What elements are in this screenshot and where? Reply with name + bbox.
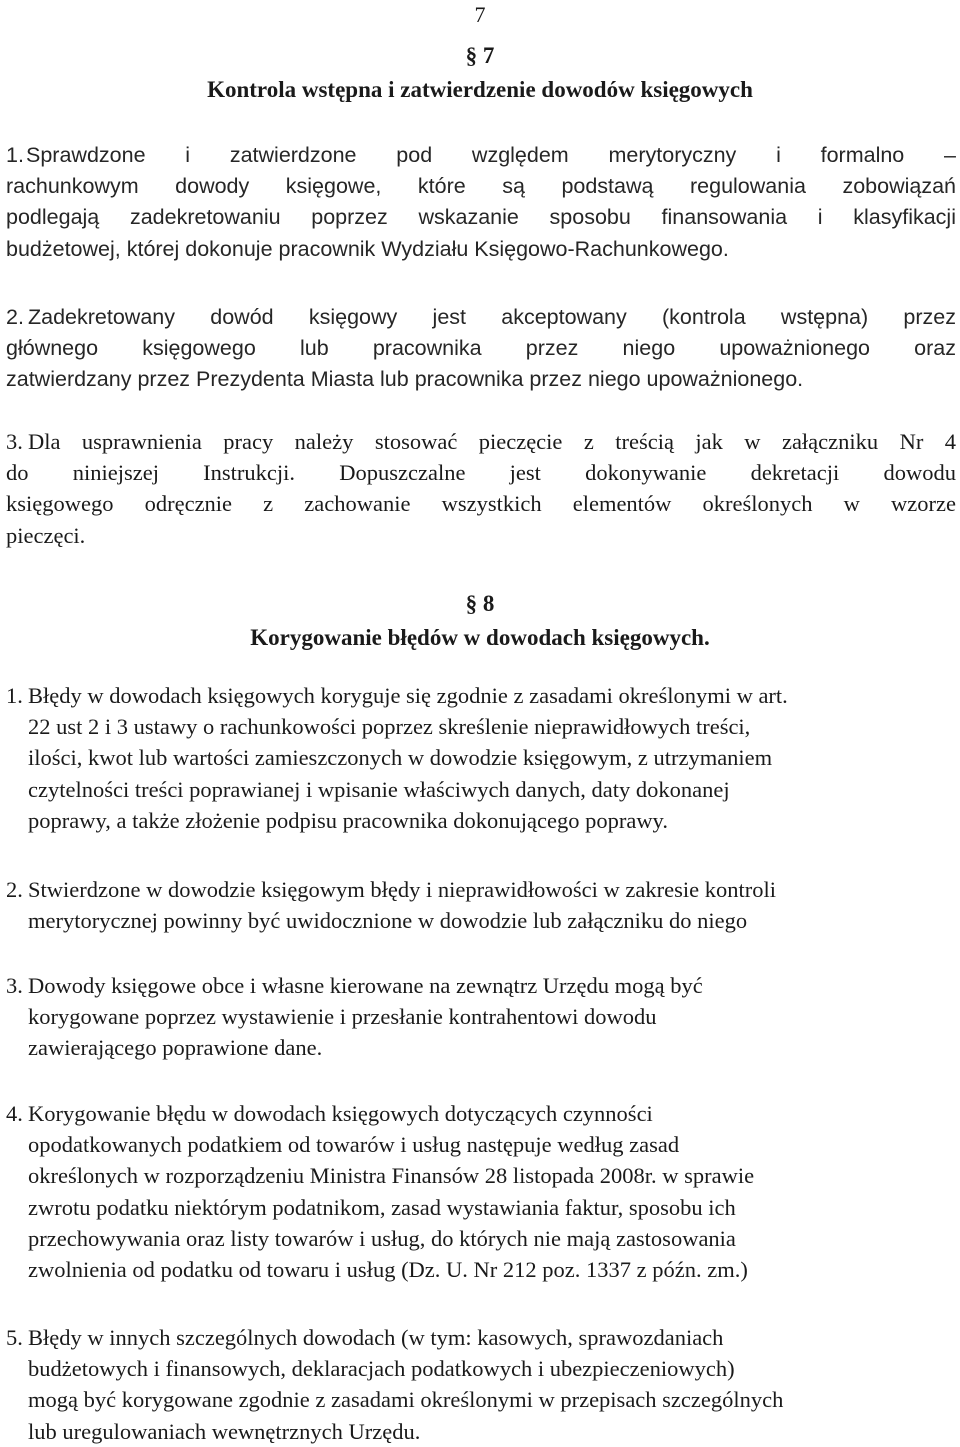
point-number: 3. (6, 973, 23, 998)
section-7-sign: § 7 (465, 43, 495, 68)
paragraph-line: Sprawdzone i zatwierdzone pod względem merytoryczny i formalno – (26, 143, 956, 167)
paragraph-line: Błędy w dowodach księgowych koryguje się zgodnie z zasadami określonymi w art. (28, 683, 788, 708)
paragraph-line: księgowego odręcznie z zachowanie wszystkich elementów określonych w wzorze (6, 491, 956, 517)
section-7-point-3 (6, 426, 956, 551)
paragraph-line: podlegają zadekretowaniu poprzez wskazanie sposobu finansowania i klasyfikacji (6, 205, 956, 230)
paragraph-line: zwrotu podatku niektórym podatnikom, zasad wystawiania faktur, sposobu ich (28, 1194, 736, 1220)
paragraph-line: Zadekretowany dowód księgowy jest akceptowany (kontrola wstępna) przez (28, 305, 956, 329)
paragraph-line: poprawy, a także złożenie podpisu pracownika dokonującego poprawy. (28, 807, 668, 833)
section-8-point-5 (6, 1322, 956, 1447)
paragraph-line: ilości, kwot lub wartości zamieszczonych w dowodzie księgowym, z utrzymaniem (28, 745, 773, 771)
paragraph-line: merytorycznej powinny być uwidocznione w dowodzie lub załączniku do niego (28, 908, 748, 934)
section-7-point-2 (6, 302, 956, 396)
paragraph-line: Stwierdzone w dowodzie księgowym błędy i nieprawidłowości w zakresie kontroli (28, 877, 776, 902)
point-number: 1. (6, 683, 23, 708)
paragraph-line: Dla usprawnienia pracy należy stosować pieczęcie z treścią jak w załączniku Nr 4 (28, 429, 956, 454)
paragraph-line: przechowywania oraz listy towarów i usług, do których nie mają zastosowania (28, 1225, 736, 1251)
paragraph-line: opodatkowanych podatkiem od towarów i usług następuje według zasad (28, 1132, 680, 1158)
paragraph-line: lub uregulowaniach wewnętrznych Urzędu. (28, 1418, 421, 1444)
paragraph-line: mogą być korygowane zgodnie z zasadami określonymi w przepisach szczególnych (28, 1387, 784, 1413)
point-number: 1. (6, 143, 24, 167)
paragraph-line: zwolnienia od podatku od towaru i usług (Dz. U. Nr 212 poz. 1337 z późn. zm.) (28, 1257, 748, 1283)
section-8-title: Korygowanie błędów w dowodach księgowych. (250, 625, 710, 650)
section-8-point-4 (6, 1098, 956, 1285)
paragraph-line: rachunkowym dowody księgowe, które są podstawą regulowania zobowiązań (6, 174, 956, 199)
paragraph-line: korygowane poprzez wystawienie i przesłanie kontrahentowi dowodu (28, 1004, 657, 1030)
point-number: 2. (6, 877, 23, 902)
paragraph-line: Błędy w innych szczególnych dowodach (w tym: kasowych, sprawozdaniach (28, 1325, 724, 1350)
section-8-sign: § 8 (465, 591, 495, 616)
point-number: 4. (6, 1101, 23, 1126)
paragraph-line: czytelności treści poprawianej i wpisanie właściwych danych, daty dokonanej (28, 776, 730, 802)
section-7-title: Kontrola wstępna i zatwierdzenie dowodów księgowych (207, 77, 753, 102)
page-number: 7 (474, 2, 486, 27)
paragraph-line: budżetowej, której dokonuje pracownik Wydziału Księgowo-Rachunkowego. (6, 236, 729, 261)
paragraph-line: określonych w rozporządzeniu Ministra Finansów 28 listopada 2008r. w sprawie (28, 1163, 755, 1189)
paragraph-line: do niniejszej Instrukcji. Dopuszczalne jest dokonywanie dekretacji dowodu (6, 460, 956, 486)
section-8-point-3 (6, 970, 956, 1064)
paragraph-line: pieczęci. (6, 522, 86, 548)
point-number: 3. (6, 429, 23, 454)
section-8-point-2 (6, 874, 956, 936)
paragraph-line: Korygowanie błędu w dowodach księgowych dotyczących czynności (28, 1101, 653, 1126)
paragraph-line: zatwierdzany przez Prezydenta Miasta lub pracownika przez niego upoważnionego. (6, 367, 804, 392)
paragraph-line: głównego księgowego lub pracownika przez niego upoważnionego oraz (6, 336, 956, 361)
paragraph-line: Dowody księgowe obce i własne kierowane na zewnątrz Urzędu mogą być (28, 973, 703, 998)
section-8-point-1 (6, 680, 956, 836)
paragraph-line: zawierającego poprawione dane. (28, 1035, 323, 1061)
point-number: 5. (6, 1325, 23, 1350)
paragraph-line: 22 ust 2 i 3 ustawy o rachunkowości poprzez skreślenie nieprawidłowych treści, (28, 714, 751, 740)
point-number: 2. (6, 305, 24, 329)
section-7-point-1 (6, 140, 956, 265)
paragraph-line: budżetowych i finansowych, deklaracjach podatkowych i ubezpieczeniowych) (28, 1356, 735, 1382)
